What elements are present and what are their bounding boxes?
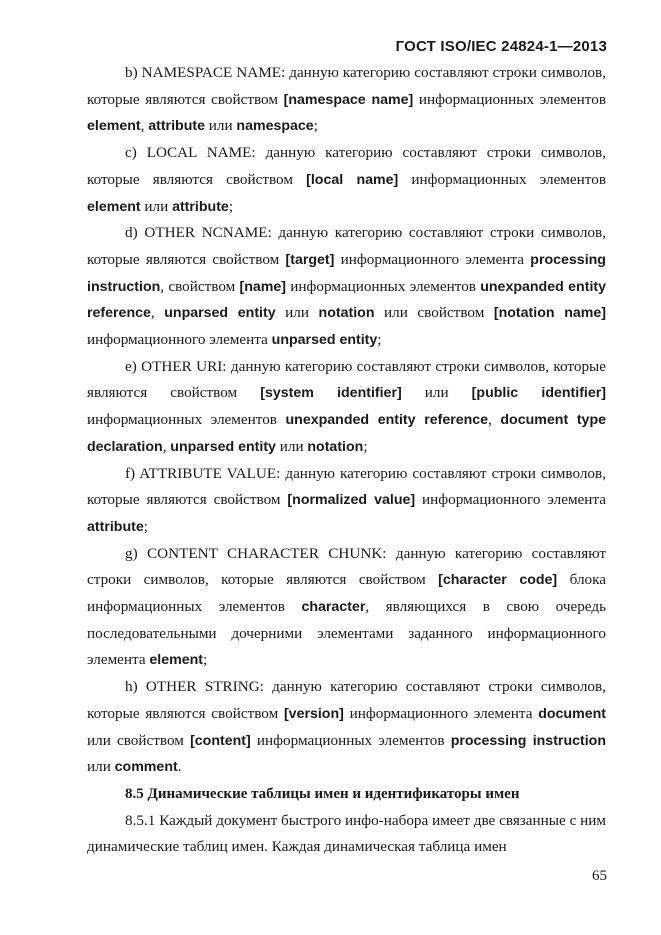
property-term: unparsed entity (164, 305, 276, 322)
text-run: ; (203, 651, 208, 669)
text-run: или свойством (87, 731, 191, 749)
property-term: processing instruction (87, 251, 606, 295)
definition-list (87, 60, 606, 781)
property-term: unexpanded entity reference (285, 412, 489, 429)
property-term: [public identifier] (471, 385, 607, 402)
body-paragraph: 8.5.1 Каждый документ быстрого инфо-набора имеет две связанные с ним динамические таблиц имен. Каждая динамическая таблица имен (87, 811, 606, 856)
property-term: attribute (87, 518, 144, 535)
text-run: . (177, 758, 182, 776)
text-run: ; (363, 437, 368, 455)
text-run: или свойством (374, 304, 494, 322)
text-run: блока информационных элементов (87, 571, 607, 616)
property-term: character (301, 599, 366, 616)
property-term: [version] (283, 705, 344, 722)
text-run: информационного элемента (87, 331, 272, 349)
text-run: g) CONTENT CHARACTER CHUNK: данную категорию составляют строки символов, которые являются свойством (87, 544, 606, 589)
definition-paragraph (87, 60, 606, 140)
property-term: notation (307, 438, 364, 455)
text-run: , являющихся в свою очередь последовательными дочерними элементами заданного информационного элемента (87, 598, 606, 669)
text-run: информационных элементов (87, 411, 286, 429)
text-run: , (140, 117, 149, 135)
text-run: ; (313, 117, 318, 135)
text-run: ; (143, 517, 148, 535)
text-run: информационных элементов (286, 277, 481, 295)
definition-paragraph (87, 541, 606, 675)
text-run: , (488, 411, 501, 429)
text-run: h) OTHER STRING: данную категорию составляют строки символов, которые являются свойством (87, 678, 606, 722)
property-term: [target] (285, 251, 335, 268)
property-term: [system identifier] (260, 385, 402, 402)
property-term: comment (114, 759, 178, 776)
property-term: element (87, 118, 141, 135)
text-run: информационного элемента (334, 250, 531, 268)
text-run: или (401, 384, 472, 402)
text-run: e) OTHER URI: данную категорию составляют строки символов, которые являются свойством (87, 357, 606, 402)
property-term: document (538, 705, 606, 722)
definition-paragraph (87, 674, 606, 781)
text-run: информационных элементов (398, 170, 606, 188)
property-term: namespace (236, 118, 314, 135)
text-run: информационных элементов (250, 731, 451, 749)
text-run: информационного элемента (415, 491, 606, 509)
page-number: 65 (592, 868, 607, 884)
property-term: processing instruction (450, 732, 607, 749)
text-run: c) LOCAL NAME: данную категорию составляют строки символов, которые являются свойством (87, 144, 606, 188)
text-run: ; (228, 197, 234, 215)
section-heading: 8.5 Динамические таблицы имен и идентификаторы имен (125, 785, 520, 802)
text-run: информационного элемента (343, 704, 539, 722)
property-term: [local name] (306, 171, 399, 188)
document-header: ГОСТ ISO/IEC 24824-1—2013 (395, 38, 607, 55)
property-term: unexpanded entity reference (87, 278, 607, 322)
text-run: или (204, 117, 237, 135)
property-term: [namespace name] (283, 91, 414, 108)
property-term: unparsed entity (271, 332, 378, 349)
property-term: [character code] (438, 572, 558, 589)
definition-paragraph (87, 220, 606, 354)
property-term: element (87, 198, 141, 215)
text-run: , (150, 304, 165, 322)
property-term: [normalized value] (287, 492, 416, 509)
text-run: или (87, 758, 115, 776)
property-term: unparsed entity (170, 438, 276, 455)
property-term: notation (318, 305, 375, 322)
text-run: d) OTHER NCNAME: данную категорию составляют строки символов, которые являются свойством (87, 224, 606, 268)
property-term: [notation name] (493, 305, 607, 322)
text-run: информационных элементов (413, 90, 607, 108)
text-run: или (275, 304, 319, 322)
definition-paragraph (87, 140, 606, 220)
property-term: [name] (239, 278, 287, 295)
text-run: , (162, 437, 171, 455)
text-run: , свойством (160, 277, 240, 295)
text-run: f) ATTRIBUTE VALUE: данную категорию составляют строки символов, которые являются свойством (87, 464, 606, 509)
text-run: или (275, 437, 308, 455)
definition-paragraph (87, 354, 606, 461)
property-term: document type declaration (87, 412, 607, 455)
definition-paragraph (87, 461, 606, 541)
property-term: attribute (148, 118, 205, 135)
property-term: attribute (172, 198, 229, 215)
text-run: b) NAMESPACE NAME: данную категорию составляют строки символов, которые являются свойством (87, 64, 606, 108)
text-run: или (140, 197, 173, 215)
document-body (87, 60, 606, 861)
text-run: ; (377, 331, 382, 349)
property-term: [content] (190, 732, 251, 749)
property-term: element (149, 652, 204, 669)
